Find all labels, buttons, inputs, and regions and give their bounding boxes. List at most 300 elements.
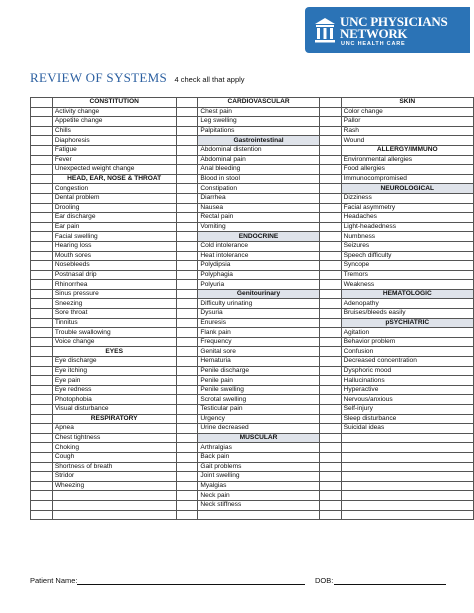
symptom-checkbox[interactable] bbox=[176, 405, 198, 415]
symptom-label: Self-injury bbox=[341, 405, 473, 415]
symptom-label: Hallucinations bbox=[341, 376, 473, 386]
symptom-checkbox[interactable] bbox=[319, 213, 341, 223]
symptom-label: Urgency bbox=[198, 414, 319, 424]
table-row bbox=[31, 165, 474, 175]
symptom-checkbox[interactable] bbox=[31, 251, 53, 261]
symptom-checkbox[interactable] bbox=[176, 261, 198, 271]
symptom-checkbox[interactable] bbox=[31, 299, 53, 309]
section-header: CONSTITUTION bbox=[52, 98, 176, 108]
symptom-checkbox[interactable] bbox=[176, 203, 198, 213]
symptom-checkbox[interactable] bbox=[319, 155, 341, 165]
symptom-label: Appetite change bbox=[52, 117, 176, 127]
symptom-checkbox[interactable] bbox=[176, 299, 198, 309]
symptom-label: Sore throat bbox=[52, 309, 176, 319]
symptom-label: Shortness of breath bbox=[52, 462, 176, 472]
symptom-checkbox[interactable] bbox=[176, 165, 198, 175]
table-row bbox=[31, 510, 474, 520]
symptom-label: Choking bbox=[52, 443, 176, 453]
symptom-checkbox[interactable] bbox=[319, 222, 341, 232]
symptom-checkbox[interactable] bbox=[319, 424, 341, 434]
symptom-checkbox[interactable] bbox=[319, 337, 341, 347]
symptom-label: Penile pain bbox=[198, 376, 319, 386]
symptom-checkbox[interactable] bbox=[31, 328, 53, 338]
symptom-checkbox[interactable] bbox=[31, 395, 53, 405]
table-row bbox=[31, 222, 474, 232]
section-header: NEUROLOGICAL bbox=[341, 184, 473, 194]
symptom-label: Numbness bbox=[341, 232, 473, 242]
symptom-checkbox[interactable] bbox=[31, 213, 53, 223]
symptom-label: Blood in stool bbox=[198, 174, 319, 184]
symptom-label: Photophobia bbox=[52, 395, 176, 405]
symptom-checkbox[interactable] bbox=[176, 213, 198, 223]
dob-field[interactable] bbox=[334, 584, 446, 585]
symptom-checkbox[interactable] bbox=[31, 424, 53, 434]
table-row bbox=[31, 289, 474, 299]
symptom-checkbox[interactable] bbox=[31, 203, 53, 213]
symptom-label: Heat intolerance bbox=[198, 251, 319, 261]
symptom-checkbox[interactable] bbox=[31, 433, 53, 443]
symptom-label: Testicular pain bbox=[198, 405, 319, 415]
symptom-label bbox=[341, 433, 473, 443]
symptom-label: Decreased concentration bbox=[341, 357, 473, 367]
symptom-label: Chills bbox=[52, 126, 176, 136]
symptom-checkbox[interactable] bbox=[176, 337, 198, 347]
symptom-checkbox[interactable] bbox=[319, 165, 341, 175]
symptom-checkbox[interactable] bbox=[176, 347, 198, 357]
symptom-checkbox[interactable] bbox=[31, 184, 53, 194]
symptom-checkbox[interactable] bbox=[319, 500, 341, 510]
symptom-checkbox[interactable] bbox=[176, 251, 198, 261]
symptom-label: Nausea bbox=[198, 203, 319, 213]
section-header-checkbox bbox=[176, 98, 198, 108]
symptom-checkbox[interactable] bbox=[319, 193, 341, 203]
section-header-checkbox bbox=[31, 414, 53, 424]
symptom-checkbox[interactable] bbox=[319, 117, 341, 127]
page-subtitle: 4 check all that apply bbox=[174, 75, 245, 84]
symptom-checkbox[interactable] bbox=[31, 136, 53, 146]
section-header-checkbox bbox=[319, 318, 341, 328]
symptom-label bbox=[52, 500, 176, 510]
symptom-label bbox=[341, 443, 473, 453]
symptom-label bbox=[341, 452, 473, 462]
symptom-label: Tinnitus bbox=[52, 318, 176, 328]
symptom-label: Gait problems bbox=[198, 462, 319, 472]
symptom-checkbox[interactable] bbox=[319, 299, 341, 309]
symptom-label: Cold intolerance bbox=[198, 241, 319, 251]
symptom-checkbox[interactable] bbox=[319, 385, 341, 395]
symptom-label: Eye redness bbox=[52, 385, 176, 395]
symptom-label: Sneezing bbox=[52, 299, 176, 309]
symptom-checkbox[interactable] bbox=[176, 174, 198, 184]
table-row bbox=[31, 433, 474, 443]
symptom-label: Immunocompromised bbox=[341, 174, 473, 184]
symptom-label: Visual disturbance bbox=[52, 405, 176, 415]
symptom-checkbox[interactable] bbox=[319, 510, 341, 520]
symptom-checkbox[interactable] bbox=[319, 107, 341, 117]
symptom-checkbox[interactable] bbox=[176, 376, 198, 386]
table-row bbox=[31, 155, 474, 165]
symptom-label: Pallor bbox=[341, 117, 473, 127]
symptom-label: Neck stiffness bbox=[198, 500, 319, 510]
section-header: pSYCHIATRIC bbox=[341, 318, 473, 328]
symptom-label: Fatigue bbox=[52, 145, 176, 155]
symptom-label: Postnasal drip bbox=[52, 270, 176, 280]
section-header: HEAD, EAR, NOSE & THROAT bbox=[52, 174, 176, 184]
symptom-checkbox[interactable] bbox=[319, 232, 341, 242]
symptom-checkbox[interactable] bbox=[31, 165, 53, 175]
symptom-label: Back pain bbox=[198, 452, 319, 462]
symptom-label: Adenopathy bbox=[341, 299, 473, 309]
symptom-label: Hyperactive bbox=[341, 385, 473, 395]
table-row bbox=[31, 270, 474, 280]
symptom-checkbox[interactable] bbox=[31, 510, 53, 520]
symptom-checkbox[interactable] bbox=[176, 500, 198, 510]
symptom-label: Ear discharge bbox=[52, 213, 176, 223]
table-row bbox=[31, 203, 474, 213]
symptom-checkbox[interactable] bbox=[31, 366, 53, 376]
symptom-checkbox[interactable] bbox=[176, 443, 198, 453]
symptom-label bbox=[341, 500, 473, 510]
symptom-label: Nosebleeds bbox=[52, 261, 176, 271]
symptom-label: Urine decreased bbox=[198, 424, 319, 434]
symptom-label: Fever bbox=[52, 155, 176, 165]
symptom-checkbox[interactable] bbox=[319, 472, 341, 482]
symptom-label: Flank pain bbox=[198, 328, 319, 338]
table-row bbox=[31, 385, 474, 395]
section-header-checkbox bbox=[319, 184, 341, 194]
symptom-label: Frequency bbox=[198, 337, 319, 347]
symptom-label: Food allergies bbox=[341, 165, 473, 175]
symptom-label: Unexpected weight change bbox=[52, 165, 176, 175]
symptom-checkbox[interactable] bbox=[31, 481, 53, 491]
symptom-checkbox[interactable] bbox=[31, 289, 53, 299]
symptom-label: Dysuria bbox=[198, 309, 319, 319]
symptom-label: Abdominal distention bbox=[198, 145, 319, 155]
table-row bbox=[31, 452, 474, 462]
symptom-checkbox[interactable] bbox=[31, 376, 53, 386]
symptom-checkbox[interactable] bbox=[319, 309, 341, 319]
symptom-label: Trouble swallowing bbox=[52, 328, 176, 338]
symptom-label: Speech difficulty bbox=[341, 251, 473, 261]
symptom-label: Seizures bbox=[341, 241, 473, 251]
symptom-checkbox[interactable] bbox=[319, 395, 341, 405]
symptom-checkbox[interactable] bbox=[319, 481, 341, 491]
symptom-checkbox[interactable] bbox=[319, 414, 341, 424]
symptom-label: Arthralgias bbox=[198, 443, 319, 453]
symptom-label: Difficulty urinating bbox=[198, 299, 319, 309]
symptom-checkbox[interactable] bbox=[319, 270, 341, 280]
symptom-label: Facial asymmetry bbox=[341, 203, 473, 213]
section-header-checkbox bbox=[176, 232, 198, 242]
symptom-checkbox[interactable] bbox=[319, 433, 341, 443]
table-row bbox=[31, 405, 474, 415]
symptom-label: Voice change bbox=[52, 337, 176, 347]
symptom-checkbox[interactable] bbox=[176, 270, 198, 280]
symptom-checkbox[interactable] bbox=[176, 126, 198, 136]
symptom-label: Rhinorrhea bbox=[52, 280, 176, 290]
symptom-checkbox[interactable] bbox=[319, 241, 341, 251]
symptom-checkbox[interactable] bbox=[319, 347, 341, 357]
symptom-checkbox[interactable] bbox=[176, 491, 198, 501]
symptom-label: Tremors bbox=[341, 270, 473, 280]
section-header: EYES bbox=[52, 347, 176, 357]
symptom-checkbox[interactable] bbox=[31, 280, 53, 290]
section-header: ALLERGY/IMMUNO bbox=[341, 145, 473, 155]
symptom-label: Polydipsia bbox=[198, 261, 319, 271]
symptom-checkbox[interactable] bbox=[319, 376, 341, 386]
section-header: SKIN bbox=[341, 98, 473, 108]
symptom-checkbox[interactable] bbox=[31, 357, 53, 367]
section-header-checkbox bbox=[176, 289, 198, 299]
section-header: RESPIRATORY bbox=[52, 414, 176, 424]
symptom-label bbox=[341, 481, 473, 491]
symptom-label: Facial swelling bbox=[52, 232, 176, 242]
table-row bbox=[31, 376, 474, 386]
table-row bbox=[31, 462, 474, 472]
symptom-checkbox[interactable] bbox=[319, 443, 341, 453]
symptom-label: Headaches bbox=[341, 213, 473, 223]
table-row bbox=[31, 184, 474, 194]
table-row bbox=[31, 280, 474, 290]
symptom-label: Chest tightness bbox=[52, 433, 176, 443]
symptom-checkbox[interactable] bbox=[31, 309, 53, 319]
symptom-label bbox=[52, 510, 176, 520]
symptom-label: Myalgias bbox=[198, 481, 319, 491]
symptom-checkbox[interactable] bbox=[31, 117, 53, 127]
symptom-checkbox[interactable] bbox=[319, 491, 341, 501]
table-row bbox=[31, 136, 474, 146]
table-row bbox=[31, 414, 474, 424]
symptom-checkbox[interactable] bbox=[31, 462, 53, 472]
symptom-label: Wheezing bbox=[52, 481, 176, 491]
symptom-checkbox[interactable] bbox=[319, 126, 341, 136]
symptom-label: Vomiting bbox=[198, 222, 319, 232]
symptom-checkbox[interactable] bbox=[176, 107, 198, 117]
section-header-checkbox bbox=[31, 174, 53, 184]
symptom-checkbox[interactable] bbox=[176, 145, 198, 155]
table-row bbox=[31, 145, 474, 155]
symptom-label: Wound bbox=[341, 136, 473, 146]
section-header: HEMATOLOGIC bbox=[341, 289, 473, 299]
symptom-label: Scrotal swelling bbox=[198, 395, 319, 405]
table-row bbox=[31, 107, 474, 117]
table-row bbox=[31, 213, 474, 223]
symptom-label: Bruises/bleeds easily bbox=[341, 309, 473, 319]
symptom-checkbox[interactable] bbox=[319, 357, 341, 367]
symptom-label bbox=[52, 491, 176, 501]
symptom-checkbox[interactable] bbox=[176, 318, 198, 328]
symptom-label: Rectal pain bbox=[198, 213, 319, 223]
symptom-checkbox[interactable] bbox=[31, 261, 53, 271]
symptom-checkbox[interactable] bbox=[176, 241, 198, 251]
symptom-checkbox[interactable] bbox=[319, 280, 341, 290]
symptom-label: Eye discharge bbox=[52, 357, 176, 367]
symptom-label: Chest pain bbox=[198, 107, 319, 117]
symptom-label: Apnea bbox=[52, 424, 176, 434]
symptom-checkbox[interactable] bbox=[319, 328, 341, 338]
symptom-checkbox[interactable] bbox=[31, 405, 53, 415]
table-row bbox=[31, 424, 474, 434]
section-header-checkbox bbox=[31, 347, 53, 357]
symptom-label: Abdominal pain bbox=[198, 155, 319, 165]
symptom-checkbox[interactable] bbox=[176, 472, 198, 482]
symptom-checkbox[interactable] bbox=[31, 443, 53, 453]
table-row bbox=[31, 232, 474, 242]
symptom-label: Sleep disturbance bbox=[341, 414, 473, 424]
symptom-label: Eye itching bbox=[52, 366, 176, 376]
symptom-label: Palpitations bbox=[198, 126, 319, 136]
section-header: CARDIOVASCULAR bbox=[198, 98, 319, 108]
symptom-checkbox[interactable] bbox=[31, 318, 53, 328]
symptom-label: Genital sore bbox=[198, 347, 319, 357]
symptom-checkbox[interactable] bbox=[319, 462, 341, 472]
table-row bbox=[31, 299, 474, 309]
symptom-label: Mouth sores bbox=[52, 251, 176, 261]
symptom-checkbox[interactable] bbox=[31, 452, 53, 462]
symptom-label: Penile swelling bbox=[198, 385, 319, 395]
dob-label: DOB: bbox=[315, 576, 334, 585]
symptom-checkbox[interactable] bbox=[31, 491, 53, 501]
table-row bbox=[31, 500, 474, 510]
section-header: Gastrointestinal bbox=[198, 136, 319, 146]
table-row bbox=[31, 443, 474, 453]
symptom-label: Syncope bbox=[341, 261, 473, 271]
symptom-checkbox[interactable] bbox=[31, 270, 53, 280]
section-header-checkbox bbox=[319, 98, 341, 108]
symptom-label bbox=[341, 491, 473, 501]
symptom-label: Weakness bbox=[341, 280, 473, 290]
symptom-label: Neck pain bbox=[198, 491, 319, 501]
symptom-checkbox[interactable] bbox=[319, 261, 341, 271]
table-row bbox=[31, 98, 474, 108]
symptom-checkbox[interactable] bbox=[31, 193, 53, 203]
symptom-checkbox[interactable] bbox=[31, 222, 53, 232]
symptom-checkbox[interactable] bbox=[176, 357, 198, 367]
symptom-checkbox[interactable] bbox=[176, 462, 198, 472]
symptom-checkbox[interactable] bbox=[176, 414, 198, 424]
table-row bbox=[31, 481, 474, 491]
symptom-label: Dental problem bbox=[52, 193, 176, 203]
symptom-checkbox[interactable] bbox=[31, 241, 53, 251]
symptom-label: Congestion bbox=[52, 184, 176, 194]
symptom-checkbox[interactable] bbox=[319, 174, 341, 184]
symptom-label: Suicidal ideas bbox=[341, 424, 473, 434]
symptom-checkbox[interactable] bbox=[176, 395, 198, 405]
symptom-checkbox[interactable] bbox=[176, 481, 198, 491]
symptom-label: Color change bbox=[341, 107, 473, 117]
symptom-label: Sinus pressure bbox=[52, 289, 176, 299]
symptom-label: Stridor bbox=[52, 472, 176, 482]
symptom-label: Environmental allergies bbox=[341, 155, 473, 165]
symptom-checkbox[interactable] bbox=[31, 385, 53, 395]
logo-line-2: NETWORK bbox=[340, 26, 408, 41]
symptom-checkbox[interactable] bbox=[319, 366, 341, 376]
symptom-label: Joint swelling bbox=[198, 472, 319, 482]
symptom-label: Constipation bbox=[198, 184, 319, 194]
symptom-checkbox[interactable] bbox=[31, 107, 53, 117]
symptom-label: Confusion bbox=[341, 347, 473, 357]
symptom-checkbox[interactable] bbox=[31, 126, 53, 136]
symptom-checkbox[interactable] bbox=[31, 337, 53, 347]
symptom-checkbox[interactable] bbox=[319, 203, 341, 213]
table-row bbox=[31, 328, 474, 338]
symptom-checkbox[interactable] bbox=[176, 452, 198, 462]
symptom-label: Activity change bbox=[52, 107, 176, 117]
symptom-label: Eye pain bbox=[52, 376, 176, 386]
symptom-label: Drooling bbox=[52, 203, 176, 213]
page-title: REVIEW OF SYSTEMS bbox=[30, 70, 168, 85]
symptom-label: Dysphoric mood bbox=[341, 366, 473, 376]
page-heading bbox=[30, 69, 245, 87]
symptom-checkbox[interactable] bbox=[319, 405, 341, 415]
table-row bbox=[31, 347, 474, 357]
symptom-checkbox[interactable] bbox=[176, 184, 198, 194]
table-row bbox=[31, 193, 474, 203]
symptom-checkbox[interactable] bbox=[31, 500, 53, 510]
table-row bbox=[31, 174, 474, 184]
symptom-label: Penile discharge bbox=[198, 366, 319, 376]
symptom-label: Leg swelling bbox=[198, 117, 319, 127]
logo-line-3: UNC HEALTH CARE bbox=[341, 41, 406, 47]
symptom-checkbox[interactable] bbox=[176, 328, 198, 338]
symptom-label: Agitation bbox=[341, 328, 473, 338]
table-row bbox=[31, 117, 474, 127]
symptom-checkbox[interactable] bbox=[176, 222, 198, 232]
section-header-checkbox bbox=[176, 136, 198, 146]
symptom-checkbox[interactable] bbox=[319, 136, 341, 146]
symptom-checkbox[interactable] bbox=[319, 452, 341, 462]
symptom-checkbox[interactable] bbox=[176, 280, 198, 290]
patient-name-label: Patient Name: bbox=[30, 576, 78, 585]
symptom-checkbox[interactable] bbox=[176, 155, 198, 165]
symptom-label: Diarrhea bbox=[198, 193, 319, 203]
symptom-label: Enuresis bbox=[198, 318, 319, 328]
symptom-checkbox[interactable] bbox=[319, 251, 341, 261]
logo-line-1: UNC PHYSICIANS bbox=[340, 14, 448, 29]
symptom-checkbox[interactable] bbox=[176, 117, 198, 127]
table-row bbox=[31, 472, 474, 482]
table-row bbox=[31, 309, 474, 319]
symptom-label: Dizziness bbox=[341, 193, 473, 203]
symptom-label: Ear pain bbox=[52, 222, 176, 232]
symptom-label: Rash bbox=[341, 126, 473, 136]
symptom-label: Cough bbox=[52, 452, 176, 462]
symptom-checkbox[interactable] bbox=[176, 424, 198, 434]
table-row bbox=[31, 491, 474, 501]
symptom-checkbox[interactable] bbox=[31, 155, 53, 165]
symptom-label: Light-headedness bbox=[341, 222, 473, 232]
table-row bbox=[31, 337, 474, 347]
table-row bbox=[31, 241, 474, 251]
symptom-label: Hematuria bbox=[198, 357, 319, 367]
patient-name-field[interactable] bbox=[77, 584, 305, 585]
symptom-checkbox[interactable] bbox=[176, 309, 198, 319]
symptom-label: Behavior problem bbox=[341, 337, 473, 347]
symptom-label: Nervous/anxious bbox=[341, 395, 473, 405]
section-header: MUSCULAR bbox=[198, 433, 319, 443]
table-row bbox=[31, 251, 474, 261]
table-row bbox=[31, 366, 474, 376]
symptom-checkbox[interactable] bbox=[31, 232, 53, 242]
symptom-checkbox[interactable] bbox=[31, 145, 53, 155]
symptom-label bbox=[341, 510, 473, 520]
symptom-checkbox[interactable] bbox=[176, 193, 198, 203]
symptom-checkbox[interactable] bbox=[176, 510, 198, 520]
symptom-checkbox[interactable] bbox=[176, 366, 198, 376]
section-header-checkbox bbox=[31, 98, 53, 108]
symptom-checkbox[interactable] bbox=[176, 385, 198, 395]
symptom-checkbox[interactable] bbox=[31, 472, 53, 482]
